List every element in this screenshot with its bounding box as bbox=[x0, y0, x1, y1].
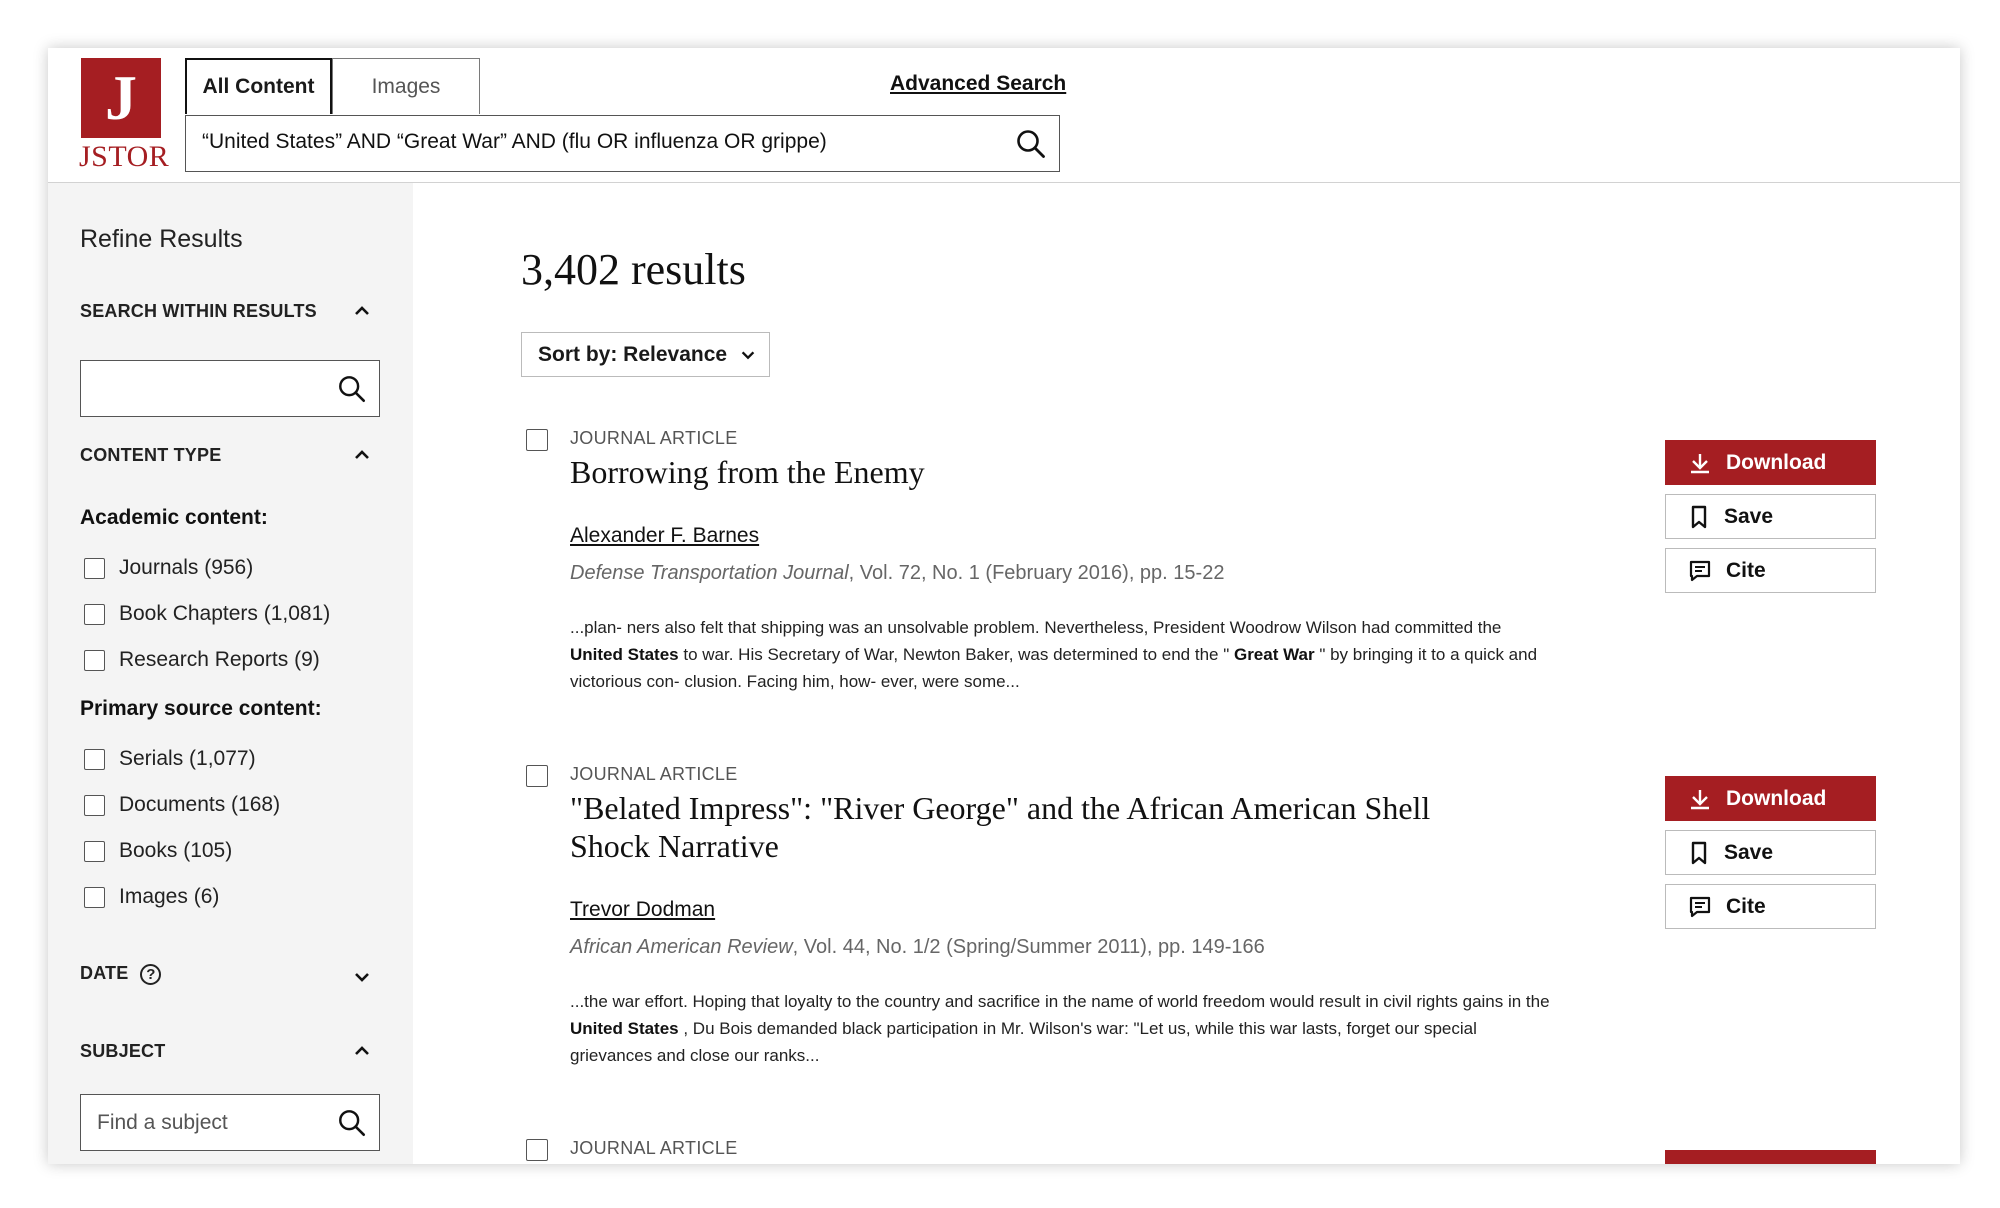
chevron-down-icon[interactable] bbox=[352, 967, 372, 987]
bookmark-icon bbox=[1688, 505, 1710, 529]
filter-serials[interactable] bbox=[84, 744, 256, 774]
result-snippet: ...plan- ners also felt that shipping was an unsolvable problem. Nevertheless, President Woodrow Wilson had committed the United States to war. His Secretary of War, Newton Baker, was determined to end the " Great War " by bringing it to a quick and victorious con- clusion. Facing him, how- ever, were some... bbox=[570, 618, 1538, 691]
download-button[interactable] bbox=[1665, 776, 1876, 821]
result-type: JOURNAL ARTICLE bbox=[570, 1138, 738, 1158]
filter-label: Serials (1,077) bbox=[119, 747, 256, 770]
primary-source-label: Primary source content: bbox=[80, 697, 322, 720]
download-button[interactable] bbox=[1665, 440, 1876, 485]
date-label: DATE bbox=[80, 963, 129, 983]
journal-name: African American Review bbox=[570, 936, 793, 958]
result-checkbox[interactable] bbox=[526, 765, 548, 787]
filter-documents[interactable] bbox=[84, 790, 280, 820]
chevron-up-icon[interactable] bbox=[352, 1041, 372, 1061]
site-header bbox=[48, 48, 1960, 183]
result-title[interactable]: Borrowing from the Enemy bbox=[570, 454, 925, 490]
result-type: JOURNAL ARTICLE bbox=[570, 428, 738, 448]
filter-images[interactable] bbox=[84, 882, 219, 912]
citation-details: , Vol. 44, No. 1/2 (Spring/Summer 2011), pp. 149-166 bbox=[792, 936, 1265, 958]
result-citation bbox=[570, 562, 1224, 585]
download-button[interactable] bbox=[1665, 1150, 1876, 1164]
cite-icon bbox=[1688, 895, 1712, 919]
help-icon[interactable]: ? bbox=[140, 964, 161, 985]
result-checkbox[interactable] bbox=[526, 1139, 548, 1161]
cite-label: Cite bbox=[1726, 894, 1766, 918]
subject-placeholder: Find a subject bbox=[97, 1111, 228, 1134]
academic-content-label: Academic content: bbox=[80, 506, 268, 529]
checkbox[interactable] bbox=[84, 887, 105, 908]
save-label: Save bbox=[1724, 504, 1774, 528]
filter-label: Documents (168) bbox=[119, 793, 281, 816]
jstor-logo[interactable] bbox=[79, 58, 170, 174]
result-snippet: ...the war effort. Hoping that loyalty to the country and sacrifice in the name of world freedom would result in civil rights gains in the United States , Du Bois demanded black participation in Mr. Wilson's war: "Let us, while this war lasts, forget our special grievances and close our ranks... bbox=[570, 992, 1550, 1065]
save-button[interactable] bbox=[1665, 830, 1876, 875]
refine-title: Refine Results bbox=[80, 225, 243, 253]
chevron-up-icon[interactable] bbox=[352, 445, 372, 465]
search-icon[interactable] bbox=[337, 374, 367, 404]
subject-heading[interactable]: SUBJECT bbox=[80, 1041, 166, 1061]
journal-name: Defense Transportation Journal bbox=[570, 562, 849, 584]
cite-button[interactable] bbox=[1665, 884, 1876, 929]
filter-journals[interactable] bbox=[84, 553, 253, 583]
tab-images[interactable]: Images bbox=[332, 58, 480, 114]
filter-research-reports[interactable] bbox=[84, 645, 320, 675]
search-icon[interactable] bbox=[1015, 128, 1047, 160]
result-title[interactable]: "Belated Impress": "River George" and the African American Shell Shock Narrative bbox=[570, 790, 1431, 864]
filter-label: Books (105) bbox=[119, 839, 233, 862]
cite-button[interactable] bbox=[1665, 548, 1876, 593]
download-icon bbox=[1688, 451, 1712, 475]
result-type: JOURNAL ARTICLE bbox=[570, 764, 738, 784]
content-type-heading[interactable]: CONTENT TYPE bbox=[80, 445, 222, 465]
chevron-down-icon bbox=[739, 346, 757, 364]
filter-label: Research Reports (9) bbox=[119, 648, 320, 671]
result-checkbox[interactable] bbox=[526, 429, 548, 451]
save-label: Save bbox=[1724, 840, 1774, 864]
filter-label: Journals (956) bbox=[119, 556, 254, 579]
chevron-up-icon[interactable] bbox=[352, 301, 372, 321]
refine-sidebar bbox=[48, 183, 413, 1164]
date-heading[interactable] bbox=[80, 963, 161, 985]
browser-frame bbox=[48, 48, 1960, 1164]
download-icon bbox=[1688, 787, 1712, 811]
checkbox[interactable] bbox=[84, 558, 105, 579]
tab-all-content[interactable]: All Content bbox=[185, 58, 332, 114]
citation-details: , Vol. 72, No. 1 (February 2016), pp. 15-22 bbox=[848, 562, 1225, 584]
checkbox[interactable] bbox=[84, 795, 105, 816]
checkbox[interactable] bbox=[84, 650, 105, 671]
search-icon[interactable] bbox=[337, 1108, 367, 1138]
result-author[interactable]: Alexander F. Barnes bbox=[570, 524, 760, 547]
subject-search-input[interactable] bbox=[80, 1094, 380, 1151]
filter-label: Images (6) bbox=[119, 885, 220, 908]
logo-mark: J bbox=[81, 58, 161, 138]
result-citation bbox=[570, 936, 1265, 959]
search-within-heading[interactable]: SEARCH WITHIN RESULTS bbox=[80, 301, 317, 321]
cite-icon bbox=[1688, 559, 1712, 583]
advanced-search-link[interactable]: Advanced Search bbox=[890, 72, 1067, 95]
checkbox[interactable] bbox=[84, 841, 105, 862]
filter-label: Book Chapters (1,081) bbox=[119, 602, 331, 625]
bookmark-icon bbox=[1688, 841, 1710, 865]
sort-label: Sort by: Relevance bbox=[538, 342, 728, 366]
logo-text: JSTOR bbox=[79, 140, 170, 173]
download-label: Download bbox=[1726, 450, 1827, 474]
search-within-input[interactable] bbox=[80, 360, 380, 417]
results-count: 3,402 results bbox=[521, 245, 746, 294]
checkbox[interactable] bbox=[84, 749, 105, 770]
filter-book-chapters[interactable] bbox=[84, 599, 330, 629]
result-author[interactable]: Trevor Dodman bbox=[570, 898, 716, 921]
filter-books[interactable] bbox=[84, 836, 232, 866]
sort-dropdown[interactable] bbox=[521, 332, 770, 377]
checkbox[interactable] bbox=[84, 604, 105, 625]
search-input[interactable] bbox=[185, 115, 1060, 172]
download-label: Download bbox=[1726, 786, 1827, 810]
search-query: “United States” AND “Great War” AND (flu OR influenza OR grippe) bbox=[202, 130, 827, 153]
cite-label: Cite bbox=[1726, 558, 1766, 582]
save-button[interactable] bbox=[1665, 494, 1876, 539]
